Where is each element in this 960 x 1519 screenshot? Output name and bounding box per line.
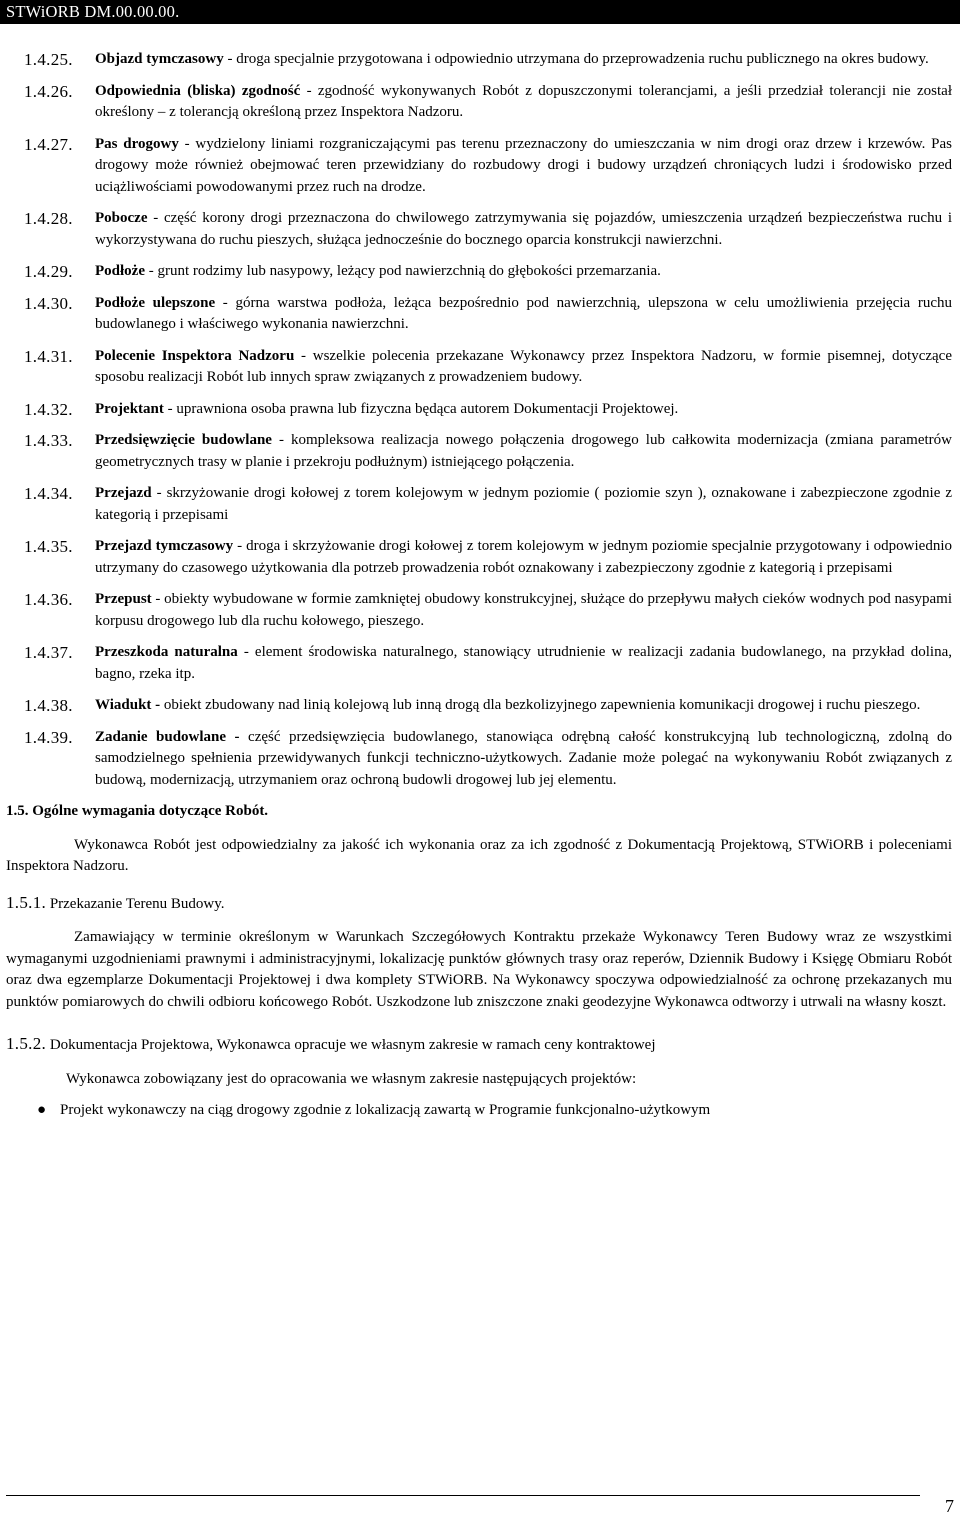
definition-description: - droga specjalnie przygotowana i odpowiednio utrzymana do przeprowadzenia ruchu publicznego na okres budowy.: [223, 51, 929, 67]
definition-term: Wiadukt -: [95, 697, 161, 713]
definition-description: - zgodność wykonywanych Robót z dopuszczonymi tolerancjami, a jeśli przedział tolerancji nie został określony – z tolerancją określoną przez Inspektora Nadzoru.: [95, 82, 953, 120]
definition-number: 1.4.31.: [24, 346, 73, 366]
definition-item: [0, 589, 960, 632]
subsection-heading-1-5-1: [6, 892, 960, 916]
definition-description: obiekt zbudowany nad linią kolejową lub inną drogą dla bezkolizyjnego zapewnienia komunikacji drogowej i ruchu pieszego.: [160, 697, 921, 713]
definition-description: - uprawniona osoba prawna lub fizyczna będąca autorem Dokumentacji Projektowej.: [163, 400, 679, 417]
definition-text: [95, 642, 952, 685]
definition-number: 1.4.38.: [24, 696, 73, 715]
definition-number: 1.4.35.: [24, 537, 73, 556]
definition-text: [95, 399, 952, 421]
definition-term: Zadanie budowlane -: [95, 728, 240, 745]
definition-description: - obiekty wybudowane w formie zamkniętej obudowy konstrukcyjnej, służące do przepływu małych cieków wodnych pod nasypami korpusu drogowego lub dla ruchu kołowego, pieszego.: [95, 591, 952, 629]
definition-text: [95, 81, 952, 124]
list-item: [0, 1100, 952, 1122]
definition-term: Podłoże: [95, 263, 145, 279]
definition-item: [0, 49, 960, 71]
definition-description: - górna warstwa podłoża, leżąca bezpośrednio pod nawierzchnią, ulepszona w celu umożliwienia przejęcia ruchu budowlanego i właściwego wykonania nawierzchni.: [95, 294, 952, 332]
definition-description: - część korony drogi przeznaczona do chwilowego zatrzymywania się pojazdów, umieszczenia urządzeń bezpieczeństwa ruchu i wykorzystywana do ruchu pieszych, służąca jednocześnie do bocznego oparcia konstrukcji nawierzchni.: [95, 210, 952, 248]
definition-item: [0, 261, 960, 283]
definition-text: [95, 483, 952, 526]
definition-term: Projektant: [95, 400, 164, 417]
definition-term: Pobocze: [95, 210, 148, 226]
document-body: [0, 49, 960, 1122]
definition-text: [95, 346, 952, 389]
definition-number: 1.4.26.: [24, 81, 73, 101]
definition-text: [95, 695, 952, 717]
definition-description: - skrzyżowanie drogi kołowej z torem kolejowym w jednym poziomie ( poziomie szyn ), oznakowane i zabezpieczone zgodnie z kategorią i przepisami: [95, 485, 952, 523]
definition-term: Przejazd: [95, 485, 152, 501]
section-1-5-2-intro: Wykonawca zobowiązany jest do opracowania we własnym zakresie następujących projektów:: [66, 1070, 637, 1087]
definition-description: część przedsięwzięcia budowlanego, stanowiąca odrębną całość konstrukcyjną lub technologiczną, zdolną do samodzielnego spełnienia przewidywanych funkcji techniczno-użytkowych. Zadanie może polegać na wykonywaniu Robót związanych z budową, modernizacją, utrzymaniem oraz ochroną budowli drogowej lub jej elementu.: [95, 728, 952, 788]
definition-term: Podłoże ulepszone: [95, 294, 216, 311]
definition-description: - grunt rodzimy lub nasypowy, leżący pod nawierzchnią do głębokości przemarzania.: [145, 263, 661, 279]
bullet-icon: ●: [37, 1102, 47, 1118]
definition-description: - wydzielony liniami rozgraniczającymi pas terenu przeznaczony do umieszczania w nim drogi oraz drzew i krzewów. Pas drogowy może również obejmować teren przewidziany do rozbudowy drogi i budowy urządzeń chroniących ludzi i środowisko przed uciążliwościami powodowanymi przez ruch na drodze.: [95, 135, 952, 195]
definition-description: - wszelkie polecenia przekazane Wykonawcy przez Inspektora Nadzoru, w formie pisemnej, dotyczące sposobu realizacji Robót lub innych spraw związanych z prowadzeniem budowy.: [95, 347, 952, 385]
section-1-5-paragraph: Wykonawca Robót jest odpowiedzialny za jakość ich wykonania oraz za ich zgodność z Dokumentacją Projektową, STWiORB i poleceniami Inspektora Nadzoru.: [6, 836, 952, 874]
footer-divider: [6, 1495, 920, 1496]
definition-item: [0, 430, 960, 473]
definition-term: Polecenie Inspektora Nadzoru: [95, 347, 295, 364]
definition-number: 1.4.33.: [24, 431, 73, 450]
definition-number: 1.4.27.: [24, 134, 73, 154]
definition-text: [95, 430, 952, 473]
section-1-5-1-paragraph: Zamawiający w terminie określonym w Warunkach Szczegółowych Kontraktu przekaże Wykonawcy Teren Budowy wraz ze wszystkimi wymaganymi uzgodnieniami prawnymi i administracyjnymi, lokalizację punktów głównych trasy oraz reperów, Dziennik Budowy i Księgę Obmiaru Robót oraz dwa egzemplarze Dokumentacji Projektowej i dwa komplety STWiORB. Na Wykonawcy spoczywa odpowiedzialność za ochronę przekazanych mu punktów pomiarowych do chwili odbioru końcowego Robót. Uszkodzone lub zniszczone znaki geodezyjne Wykonawca odtworzy i utrwali na własny koszt.: [6, 929, 952, 1010]
definition-description: - kompleksowa realizacja nowego połączenia drogowego lub całkowita modernizacja (zmiana parametrów geometrycznych trasy w planie i przekroju podłużnym) istniejącego połączenia.: [95, 432, 952, 470]
section-heading-1-5: 1.5. Ogólne wymagania dotyczące Robót.: [6, 803, 269, 819]
definition-term: Przepust: [95, 591, 152, 607]
definition-term: Objazd tymczasowy: [95, 51, 224, 67]
subsection-title: Przekazanie Terenu Budowy.: [46, 895, 225, 912]
definition-item: [0, 536, 960, 579]
definition-number: 1.4.36.: [24, 590, 73, 609]
subsection-number: 1.5.2.: [6, 1034, 47, 1053]
subsection-title: Dokumentacja Projektowa, Wykonawca opracuje we własnym zakresie w ramach ceny kontraktowej: [46, 1037, 656, 1053]
definition-item: [0, 134, 960, 199]
definition-item: [0, 81, 960, 124]
definition-item: [0, 399, 960, 421]
definition-item: [0, 642, 960, 685]
definition-number: 1.4.32.: [24, 399, 73, 419]
definition-description: - droga i skrzyżowanie drogi kołowej z torem kolejowym w jednym poziomie specjalnie przygotowany i odpowiednio utrzymany do czasowego użytkowania dla potrzeb prowadzenia robót oznakowany i zabezpieczony zgodnie z kategorią i przepisami: [95, 538, 953, 576]
definition-number: 1.4.34.: [24, 484, 73, 503]
document-header: [0, 0, 960, 24]
subsection-heading-1-5-2: [6, 1033, 960, 1057]
definition-text: [95, 536, 952, 579]
definition-item: [0, 483, 960, 526]
subsection-number: 1.5.1.: [6, 892, 47, 912]
definition-item: [0, 293, 960, 336]
definition-text: [95, 293, 952, 336]
definition-item: [0, 695, 960, 717]
definition-term: Przedsięwzięcie budowlane: [95, 432, 272, 448]
definition-number: 1.4.25.: [24, 50, 73, 69]
definition-description: - element środowiska naturalnego, stanowiący utrudnienie w realizacji zadania budowlanego, na przykład dolina, bagno, rzeka itp.: [95, 644, 952, 682]
definition-item: [0, 208, 960, 251]
definition-text: [95, 727, 952, 792]
definition-text: [95, 49, 952, 71]
definition-term: Przeszkoda naturalna: [95, 644, 238, 660]
definition-number: 1.4.39.: [24, 727, 73, 747]
definition-number: 1.4.37.: [24, 643, 73, 662]
document-code: STWiORB DM.00.00.00.: [6, 2, 180, 21]
definition-term: Przejazd tymczasowy: [95, 538, 234, 554]
definition-text: [95, 134, 952, 199]
definition-text: [95, 208, 952, 251]
definition-number: 1.4.29.: [24, 262, 73, 281]
definition-number: 1.4.30.: [24, 293, 73, 313]
definitions-list: [0, 49, 960, 791]
definition-item: [0, 346, 960, 389]
definition-number: 1.4.28.: [24, 209, 73, 228]
definition-text: [95, 589, 952, 632]
definition-term: Pas drogowy: [95, 135, 179, 152]
list-item-text: Projekt wykonawczy na ciąg drogowy zgodnie z lokalizacją zawartą w Programie funkcjonalno-użytkowym: [60, 1102, 711, 1118]
definition-term: Odpowiednia (bliska) zgodność: [95, 82, 301, 99]
definition-text: [95, 261, 952, 283]
page-number: 7: [945, 1496, 954, 1516]
definition-item: [0, 727, 960, 792]
